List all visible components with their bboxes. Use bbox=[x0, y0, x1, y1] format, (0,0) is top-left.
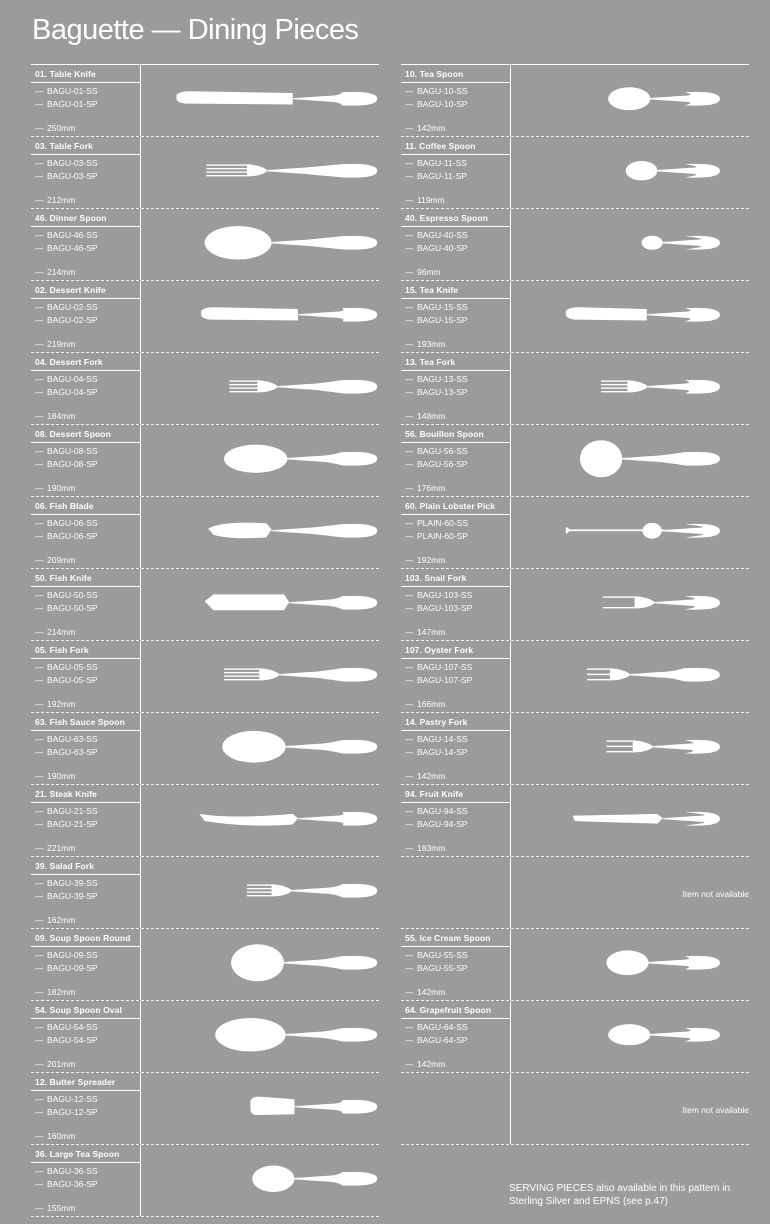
name-rule bbox=[401, 946, 510, 947]
list-item bbox=[401, 640, 749, 712]
item-name: 107. Oyster Fork bbox=[405, 645, 474, 655]
list-item bbox=[401, 1000, 749, 1072]
column-divider bbox=[140, 137, 141, 208]
product-code: — BAGU-06-SP bbox=[35, 531, 98, 541]
dessert-spoon-icon bbox=[143, 425, 379, 496]
dinner-spoon-icon bbox=[143, 209, 379, 280]
snail-fork-icon bbox=[513, 569, 749, 640]
name-rule bbox=[401, 730, 510, 731]
bouillon-spoon-icon bbox=[513, 425, 749, 496]
name-rule bbox=[401, 226, 510, 227]
item-length: — 142mm bbox=[405, 123, 446, 133]
list-item bbox=[401, 712, 749, 784]
list-item bbox=[31, 568, 379, 640]
item-not-available: Item not available bbox=[682, 1105, 749, 1115]
name-rule bbox=[31, 82, 140, 83]
item-length: — 209mm bbox=[35, 555, 76, 565]
product-code: — BAGU-40-SP bbox=[405, 243, 468, 253]
product-code: — BAGU-03-SS bbox=[35, 158, 98, 168]
steak-knife-icon bbox=[143, 785, 379, 856]
column-divider bbox=[140, 929, 141, 1000]
column-divider bbox=[510, 713, 511, 784]
column-divider bbox=[510, 641, 511, 712]
list-item bbox=[31, 64, 379, 136]
item-name: 40. Espresso Spoon bbox=[405, 213, 489, 223]
product-code: — BAGU-02-SS bbox=[35, 302, 98, 312]
lobster-pick-icon bbox=[513, 497, 749, 568]
product-code: — BAGU-10-SS bbox=[405, 86, 468, 96]
soup-spoon-oval-icon bbox=[143, 1001, 379, 1072]
item-length: — 160mm bbox=[35, 1131, 76, 1141]
tea-knife-icon bbox=[513, 281, 749, 352]
item-name: 01. Table Knife bbox=[35, 69, 96, 79]
list-item bbox=[31, 1144, 379, 1216]
column-divider bbox=[510, 281, 511, 352]
espresso-spoon-icon bbox=[513, 209, 749, 280]
name-rule bbox=[401, 82, 510, 83]
product-code: — BAGU-10-SP bbox=[405, 99, 468, 109]
item-length: — 201mm bbox=[35, 1059, 76, 1069]
item-name: 60. Plain Lobster Pick bbox=[405, 501, 496, 511]
column-divider bbox=[140, 209, 141, 280]
column-divider bbox=[140, 1073, 141, 1144]
item-name: 03. Table Fork bbox=[35, 141, 93, 151]
column-divider bbox=[140, 1001, 141, 1072]
product-code: — BAGU-39-SS bbox=[35, 878, 98, 888]
item-name: 09. Soup Spoon Round bbox=[35, 933, 131, 943]
product-code: — BAGU-54-SS bbox=[35, 1022, 98, 1032]
product-code: — BAGU-21-SP bbox=[35, 819, 98, 829]
item-not-available: Item not available bbox=[682, 889, 749, 899]
product-code: — PLAIN-60-SS bbox=[405, 518, 469, 528]
item-length: — 192mm bbox=[405, 555, 446, 565]
name-rule bbox=[31, 298, 140, 299]
list-item bbox=[401, 568, 749, 640]
column-divider bbox=[510, 1073, 511, 1144]
dessert-knife-icon bbox=[143, 281, 379, 352]
name-rule bbox=[31, 586, 140, 587]
item-length: — 142mm bbox=[405, 771, 446, 781]
product-code: — BAGU-02-SP bbox=[35, 315, 98, 325]
list-item bbox=[31, 1000, 379, 1072]
column-divider bbox=[510, 137, 511, 208]
product-code: — BAGU-56-SS bbox=[405, 446, 468, 456]
item-length: — 142mm bbox=[405, 987, 446, 997]
list-item bbox=[31, 928, 379, 1000]
product-code: — BAGU-46-SS bbox=[35, 230, 98, 240]
list-item bbox=[401, 64, 749, 136]
list-item bbox=[401, 784, 749, 856]
product-code: — BAGU-11-SP bbox=[405, 171, 467, 181]
fish-blade-icon bbox=[143, 497, 379, 568]
name-rule bbox=[31, 730, 140, 731]
product-code: — BAGU-36-SP bbox=[35, 1179, 98, 1189]
name-rule bbox=[31, 1162, 140, 1163]
column-divider bbox=[140, 569, 141, 640]
product-code: — BAGU-12-SS bbox=[35, 1094, 98, 1104]
list-item bbox=[31, 640, 379, 712]
item-length: — 119mm bbox=[405, 195, 445, 205]
item-length: — 192mm bbox=[35, 699, 76, 709]
product-code: — BAGU-14-SS bbox=[405, 734, 468, 744]
item-length: — 190mm bbox=[35, 483, 76, 493]
product-code: — BAGU-46-SP bbox=[35, 243, 98, 253]
column-divider bbox=[510, 353, 511, 424]
item-length: — 214mm bbox=[35, 267, 76, 277]
product-code: — BAGU-94-SP bbox=[405, 819, 468, 829]
item-name: 54. Soup Spoon Oval bbox=[35, 1005, 122, 1015]
fruit-knife-icon bbox=[513, 785, 749, 856]
list-item bbox=[401, 136, 749, 208]
column-bottom-rule bbox=[31, 1216, 379, 1217]
salad-fork-icon bbox=[143, 857, 379, 928]
table-fork-icon bbox=[143, 137, 379, 208]
list-item bbox=[401, 424, 749, 496]
list-item bbox=[401, 1072, 749, 1144]
name-rule bbox=[31, 1090, 140, 1091]
ice-cream-spoon-icon bbox=[513, 929, 749, 1000]
product-code: — BAGU-50-SS bbox=[35, 590, 98, 600]
left-column bbox=[31, 64, 379, 1217]
column-bottom-rule bbox=[401, 1144, 749, 1145]
item-name: 103. Snail Fork bbox=[405, 573, 467, 583]
item-name: 14. Pastry Fork bbox=[405, 717, 468, 727]
item-name: 63. Fish Sauce Spoon bbox=[35, 717, 125, 727]
column-divider bbox=[140, 281, 141, 352]
column-divider bbox=[140, 641, 141, 712]
name-rule bbox=[401, 298, 510, 299]
item-length: — 184mm bbox=[35, 411, 76, 421]
item-name: 39. Salad Fork bbox=[35, 861, 95, 871]
product-code: — BAGU-63-SP bbox=[35, 747, 98, 757]
item-name: 08. Dessert Spoon bbox=[35, 429, 111, 439]
product-code: — BAGU-03-SP bbox=[35, 171, 98, 181]
list-item bbox=[31, 208, 379, 280]
product-code: — BAGU-01-SS bbox=[35, 86, 98, 96]
product-code: — BAGU-04-SP bbox=[35, 387, 98, 397]
right-column bbox=[401, 64, 749, 1145]
column-divider bbox=[510, 425, 511, 496]
name-rule bbox=[31, 802, 140, 803]
item-name: 46. Dinner Spoon bbox=[35, 213, 107, 223]
item-length: — 147mm bbox=[405, 627, 446, 637]
name-rule bbox=[31, 442, 140, 443]
product-code: — BAGU-13-SP bbox=[405, 387, 468, 397]
name-rule bbox=[31, 514, 140, 515]
list-item bbox=[31, 1072, 379, 1144]
item-name: 04. Dessert Fork bbox=[35, 357, 103, 367]
column-divider bbox=[510, 929, 511, 1000]
name-rule bbox=[401, 658, 510, 659]
column-divider bbox=[510, 569, 511, 640]
product-code: — BAGU-50-SP bbox=[35, 603, 98, 613]
tea-fork-icon bbox=[513, 353, 749, 424]
item-length: — 148mm bbox=[405, 411, 446, 421]
item-name: 36. Large Tea Spoon bbox=[35, 1149, 120, 1159]
item-name: 12. Butter Spreader bbox=[35, 1077, 116, 1087]
product-code: — BAGU-63-SS bbox=[35, 734, 98, 744]
list-item bbox=[401, 280, 749, 352]
list-item bbox=[31, 136, 379, 208]
item-length: — 162mm bbox=[35, 915, 76, 925]
item-name: 06. Fish Blade bbox=[35, 501, 94, 511]
large-tea-spoon-icon bbox=[143, 1145, 379, 1216]
product-code: — PLAIN-60-SP bbox=[405, 531, 469, 541]
item-length: — 96mm bbox=[405, 267, 441, 277]
column-divider bbox=[140, 65, 141, 136]
product-code: — BAGU-08-SS bbox=[35, 446, 98, 456]
name-rule bbox=[31, 1018, 140, 1019]
product-code: — BAGU-107-SP bbox=[405, 675, 473, 685]
product-code: — BAGU-08-SP bbox=[35, 459, 98, 469]
product-code: — BAGU-103-SS bbox=[405, 590, 473, 600]
item-name: 50. Fish Knife bbox=[35, 573, 92, 583]
serving-pieces-note: SERVING PIECES also available in this pattern in Sterling Silver and EPNS (see p.47) bbox=[509, 1183, 731, 1207]
item-length: — 193mm bbox=[405, 339, 446, 349]
name-rule bbox=[401, 154, 510, 155]
product-code: — BAGU-40-SS bbox=[405, 230, 468, 240]
product-code: — BAGU-13-SS bbox=[405, 374, 468, 384]
page-title: Baguette — Dining Pieces bbox=[32, 14, 359, 46]
product-code: — BAGU-12-SP bbox=[35, 1107, 98, 1117]
product-code: — BAGU-09-SS bbox=[35, 950, 98, 960]
name-rule bbox=[401, 442, 510, 443]
item-length: — 214mm bbox=[35, 627, 76, 637]
item-length: — 212mm bbox=[35, 195, 76, 205]
name-rule bbox=[31, 658, 140, 659]
product-code: — BAGU-64-SS bbox=[405, 1022, 468, 1032]
product-code: — BAGU-14-SP bbox=[405, 747, 468, 757]
item-length: — 142mm bbox=[405, 1059, 446, 1069]
column-divider bbox=[510, 785, 511, 856]
column-divider bbox=[140, 353, 141, 424]
column-divider bbox=[140, 425, 141, 496]
fish-sauce-spoon-icon bbox=[143, 713, 379, 784]
product-code: — BAGU-54-SP bbox=[35, 1035, 98, 1045]
name-rule bbox=[31, 874, 140, 875]
column-divider bbox=[510, 65, 511, 136]
product-code: — BAGU-15-SP bbox=[405, 315, 468, 325]
column-divider bbox=[140, 497, 141, 568]
grapefruit-spoon-icon bbox=[513, 1001, 749, 1072]
item-name: 13. Tea Fork bbox=[405, 357, 456, 367]
product-code: — BAGU-06-SS bbox=[35, 518, 98, 528]
name-rule bbox=[401, 586, 510, 587]
name-rule bbox=[31, 946, 140, 947]
product-code: — BAGU-15-SS bbox=[405, 302, 468, 312]
product-code: — BAGU-05-SP bbox=[35, 675, 98, 685]
column-divider bbox=[510, 497, 511, 568]
item-name: 56. Bouillon Spoon bbox=[405, 429, 484, 439]
list-item bbox=[31, 280, 379, 352]
item-name: 94. Fruit Knife bbox=[405, 789, 464, 799]
item-length: — 250mm bbox=[35, 123, 76, 133]
list-item bbox=[401, 928, 749, 1000]
list-item bbox=[31, 496, 379, 568]
product-code: — BAGU-01-SP bbox=[35, 99, 98, 109]
item-name: 15. Tea Knife bbox=[405, 285, 459, 295]
item-name: 05. Fish Fork bbox=[35, 645, 89, 655]
list-item bbox=[31, 352, 379, 424]
item-length: — 190mm bbox=[35, 771, 76, 781]
column-divider bbox=[510, 1001, 511, 1072]
dessert-fork-icon bbox=[143, 353, 379, 424]
column-divider bbox=[140, 713, 141, 784]
item-name: 21. Steak Knife bbox=[35, 789, 97, 799]
column-divider bbox=[140, 785, 141, 856]
list-item bbox=[31, 856, 379, 928]
list-item bbox=[401, 856, 749, 928]
product-code: — BAGU-56-SP bbox=[405, 459, 468, 469]
name-rule bbox=[31, 370, 140, 371]
coffee-spoon-icon bbox=[513, 137, 749, 208]
fish-knife-icon bbox=[143, 569, 379, 640]
product-code: — BAGU-55-SS bbox=[405, 950, 468, 960]
list-item bbox=[31, 784, 379, 856]
item-length: — 155mm bbox=[35, 1203, 76, 1213]
column-divider bbox=[140, 857, 141, 928]
product-code: — BAGU-107-SS bbox=[405, 662, 473, 672]
butter-spreader-icon bbox=[143, 1073, 379, 1144]
item-length: — 176mm bbox=[405, 483, 446, 493]
name-rule bbox=[401, 514, 510, 515]
list-item bbox=[31, 712, 379, 784]
column-divider bbox=[510, 209, 511, 280]
item-length: — 219mm bbox=[35, 339, 76, 349]
list-item bbox=[31, 424, 379, 496]
product-code: — BAGU-04-SS bbox=[35, 374, 98, 384]
item-name: 11. Coffee Spoon bbox=[405, 141, 476, 151]
column-divider bbox=[510, 857, 511, 928]
item-length: — 183mm bbox=[405, 843, 446, 853]
list-item bbox=[401, 496, 749, 568]
pastry-fork-icon bbox=[513, 713, 749, 784]
item-name: 64. Grapefruit Spoon bbox=[405, 1005, 492, 1015]
list-item bbox=[401, 208, 749, 280]
product-code: — BAGU-11-SS bbox=[405, 158, 467, 168]
product-code: — BAGU-64-SP bbox=[405, 1035, 468, 1045]
item-length: — 221mm bbox=[35, 843, 76, 853]
oyster-fork-icon bbox=[513, 641, 749, 712]
name-rule bbox=[31, 226, 140, 227]
product-code: — BAGU-05-SS bbox=[35, 662, 98, 672]
name-rule bbox=[31, 154, 140, 155]
product-code: — BAGU-55-SP bbox=[405, 963, 468, 973]
product-code: — BAGU-103-SP bbox=[405, 603, 473, 613]
item-length: — 166mm bbox=[405, 699, 446, 709]
fish-fork-icon bbox=[143, 641, 379, 712]
column-divider bbox=[140, 1145, 141, 1216]
name-rule bbox=[401, 1018, 510, 1019]
tea-spoon-icon bbox=[513, 65, 749, 136]
soup-spoon-round-icon bbox=[143, 929, 379, 1000]
list-item bbox=[401, 352, 749, 424]
product-code: — BAGU-09-SP bbox=[35, 963, 98, 973]
item-name: 55. Ice Cream Spoon bbox=[405, 933, 491, 943]
item-length: — 182mm bbox=[35, 987, 76, 997]
product-code: — BAGU-39-SP bbox=[35, 891, 98, 901]
item-name: 10. Tea Spoon bbox=[405, 69, 464, 79]
product-code: — BAGU-36-SS bbox=[35, 1166, 98, 1176]
name-rule bbox=[401, 802, 510, 803]
product-code: — BAGU-21-SS bbox=[35, 806, 98, 816]
name-rule bbox=[401, 370, 510, 371]
item-name: 02. Dessert Knife bbox=[35, 285, 106, 295]
table-knife-icon bbox=[143, 65, 379, 136]
product-code: — BAGU-94-SS bbox=[405, 806, 468, 816]
